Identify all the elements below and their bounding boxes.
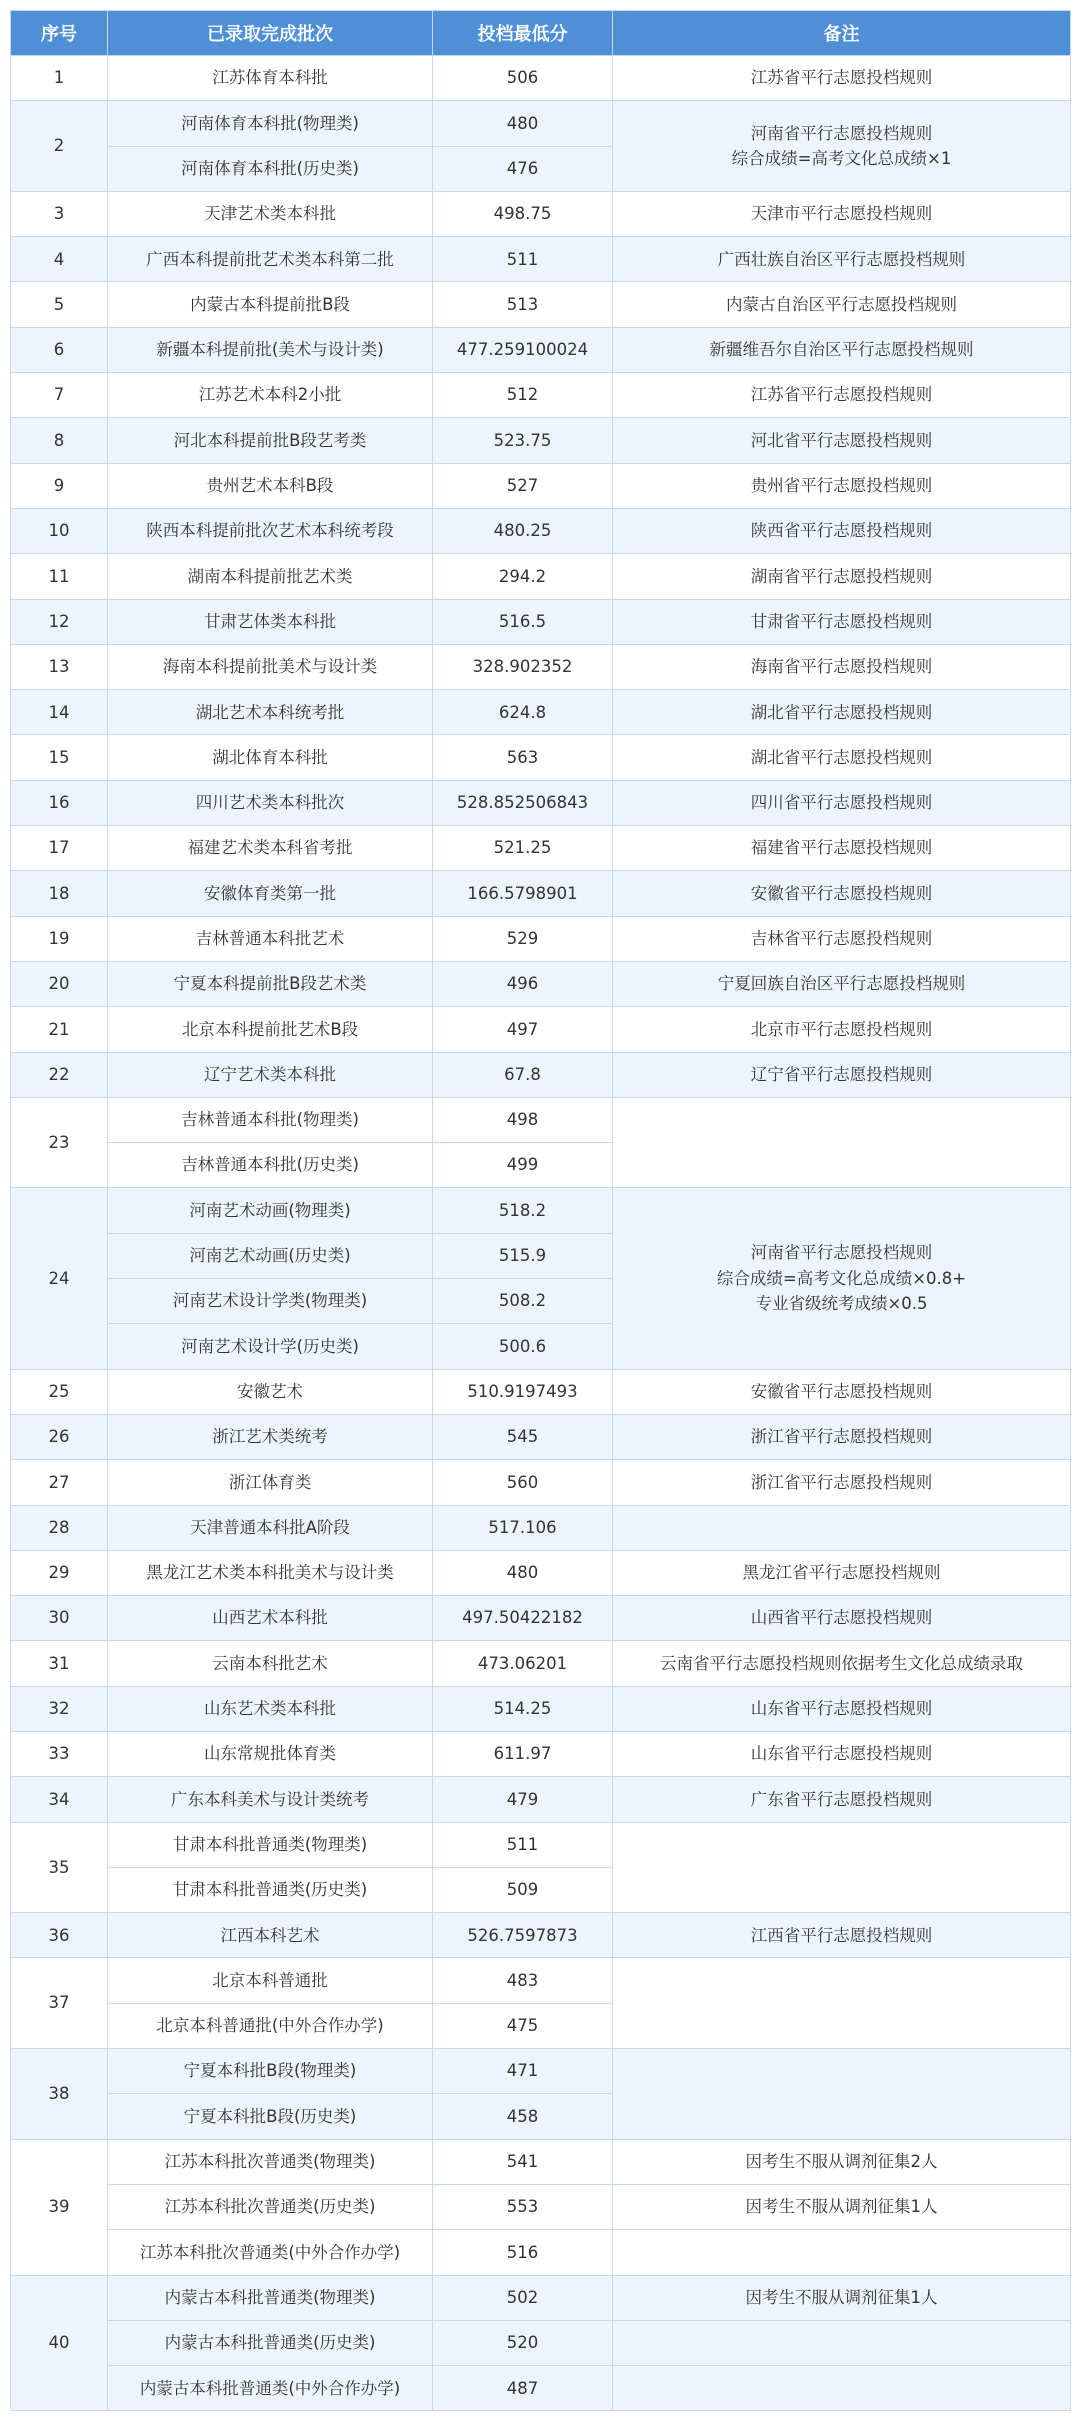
batch-name: 江苏本科批次普通类(历史类) bbox=[108, 2184, 433, 2229]
batch-name: 吉林普通本科批(物理类) bbox=[108, 1097, 433, 1142]
batch-name: 吉林普通本科批艺术 bbox=[108, 916, 433, 961]
admission-table-container bbox=[10, 10, 1070, 2411]
batch-name: 海南本科提前批美术与设计类 bbox=[108, 644, 433, 689]
row-index: 9 bbox=[11, 463, 108, 508]
row-index: 12 bbox=[11, 599, 108, 644]
min-score: 480 bbox=[433, 1550, 613, 1595]
batch-name: 云南本科批艺术 bbox=[108, 1641, 433, 1686]
remark bbox=[613, 1414, 1071, 1459]
batch-name: 湖北艺术本科统考批 bbox=[108, 690, 433, 735]
table-row bbox=[11, 508, 1071, 553]
batch-name: 广东本科美术与设计类统考 bbox=[108, 1777, 433, 1822]
remark-line: 福建省平行志愿投档规则 bbox=[750, 838, 933, 858]
row-index: 10 bbox=[11, 508, 108, 553]
remark-line: 新疆维吾尔自治区平行志愿投档规则 bbox=[709, 340, 974, 360]
remark bbox=[613, 1731, 1071, 1776]
min-score: 523.75 bbox=[433, 418, 613, 463]
row-index: 5 bbox=[11, 282, 108, 327]
row-index: 23 bbox=[11, 1097, 108, 1188]
remark bbox=[613, 1596, 1071, 1641]
min-score: 166.5798901 bbox=[433, 871, 613, 916]
batch-name: 陕西本科提前批次艺术本科统考段 bbox=[108, 508, 433, 553]
min-score: 502 bbox=[433, 2275, 613, 2320]
min-score: 518.2 bbox=[433, 1188, 613, 1233]
remark bbox=[613, 871, 1071, 916]
table-row bbox=[11, 871, 1071, 916]
table-row bbox=[11, 826, 1071, 871]
remark-line: 江苏省平行志愿投档规则 bbox=[750, 385, 933, 405]
row-index: 27 bbox=[11, 1460, 108, 1505]
min-score: 527 bbox=[433, 463, 613, 508]
remark-line: 综合成绩=高考文化总成绩×1 bbox=[731, 149, 952, 169]
remark bbox=[613, 735, 1071, 780]
remark bbox=[613, 644, 1071, 689]
remark bbox=[613, 418, 1071, 463]
remark bbox=[613, 191, 1071, 236]
remark bbox=[613, 373, 1071, 418]
remark bbox=[613, 1777, 1071, 1822]
table-row bbox=[11, 1414, 1071, 1459]
batch-name: 山西艺术本科批 bbox=[108, 1596, 433, 1641]
min-score: 479 bbox=[433, 1777, 613, 1822]
batch-name: 吉林普通本科批(历史类) bbox=[108, 1143, 433, 1188]
min-score: 67.8 bbox=[433, 1052, 613, 1097]
header-batch: 已录取完成批次 bbox=[108, 11, 433, 56]
table-row bbox=[11, 690, 1071, 735]
remark-line: 河北省平行志愿投档规则 bbox=[750, 430, 933, 450]
row-index: 35 bbox=[11, 1822, 108, 1913]
table-row bbox=[11, 2366, 1071, 2411]
batch-name: 贵州艺术本科B段 bbox=[108, 463, 433, 508]
table-row bbox=[11, 2139, 1071, 2184]
remark-line: 专业省级统考成绩×0.5 bbox=[755, 1294, 928, 1314]
batch-name: 黑龙江艺术类本科批美术与设计类 bbox=[108, 1550, 433, 1595]
row-index: 32 bbox=[11, 1686, 108, 1731]
row-index: 40 bbox=[11, 2275, 108, 2411]
header-remarks: 备注 bbox=[613, 11, 1071, 56]
remark bbox=[613, 961, 1071, 1006]
table-row bbox=[11, 101, 1071, 146]
table-row bbox=[11, 916, 1071, 961]
remark bbox=[613, 780, 1071, 825]
table-body bbox=[11, 56, 1071, 2411]
row-index: 34 bbox=[11, 1777, 108, 1822]
remark-line: 湖北省平行志愿投档规则 bbox=[750, 702, 933, 722]
header-min-score: 投档最低分 bbox=[433, 11, 613, 56]
batch-name: 河南体育本科批(物理类) bbox=[108, 101, 433, 146]
table-row bbox=[11, 56, 1071, 101]
min-score: 509 bbox=[433, 1867, 613, 1912]
table-row bbox=[11, 599, 1071, 644]
min-score: 515.9 bbox=[433, 1233, 613, 1278]
remark-line: 贵州省平行志愿投档规则 bbox=[750, 476, 933, 496]
row-index: 4 bbox=[11, 237, 108, 282]
batch-name: 北京本科普通批 bbox=[108, 1958, 433, 2003]
table-row bbox=[11, 463, 1071, 508]
batch-name: 河南体育本科批(历史类) bbox=[108, 146, 433, 191]
table-row bbox=[11, 1188, 1071, 1233]
row-index: 21 bbox=[11, 1007, 108, 1052]
remark-line: 辽宁省平行志愿投档规则 bbox=[750, 1064, 933, 1084]
row-index: 18 bbox=[11, 871, 108, 916]
min-score: 477.259100024 bbox=[433, 327, 613, 372]
min-score: 516.5 bbox=[433, 599, 613, 644]
min-score: 517.106 bbox=[433, 1505, 613, 1550]
table-row bbox=[11, 1460, 1071, 1505]
row-index: 2 bbox=[11, 101, 108, 192]
min-score: 512 bbox=[433, 373, 613, 418]
table-row bbox=[11, 2275, 1071, 2320]
min-score: 498.75 bbox=[433, 191, 613, 236]
remark-line: 河南省平行志愿投档规则 bbox=[750, 1243, 933, 1263]
min-score: 506 bbox=[433, 56, 613, 101]
row-index: 8 bbox=[11, 418, 108, 463]
remark-line: 安徽省平行志愿投档规则 bbox=[750, 1381, 933, 1401]
remark-line: 海南省平行志愿投档规则 bbox=[750, 657, 933, 677]
table-row bbox=[11, 1777, 1071, 1822]
batch-name: 河北本科提前批B段艺考类 bbox=[108, 418, 433, 463]
min-score: 528.852506843 bbox=[433, 780, 613, 825]
min-score: 471 bbox=[433, 2049, 613, 2094]
batch-name: 北京本科提前批艺术B段 bbox=[108, 1007, 433, 1052]
row-index: 28 bbox=[11, 1505, 108, 1550]
remark-line: 河南省平行志愿投档规则 bbox=[750, 123, 933, 143]
table-row bbox=[11, 1052, 1071, 1097]
min-score: 500.6 bbox=[433, 1324, 613, 1369]
remark-line: 安徽省平行志愿投档规则 bbox=[750, 883, 933, 903]
batch-name: 安徽体育类第一批 bbox=[108, 871, 433, 916]
min-score: 553 bbox=[433, 2184, 613, 2229]
batch-name: 河南艺术动画(物理类) bbox=[108, 1188, 433, 1233]
min-score: 526.7597873 bbox=[433, 1913, 613, 1958]
row-index: 25 bbox=[11, 1369, 108, 1414]
batch-name: 甘肃本科批普通类(历史类) bbox=[108, 1867, 433, 1912]
min-score: 520 bbox=[433, 2320, 613, 2365]
remark bbox=[613, 2366, 1071, 2411]
batch-name: 浙江体育类 bbox=[108, 1460, 433, 1505]
remark-line: 四川省平行志愿投档规则 bbox=[750, 793, 933, 813]
table-row bbox=[11, 644, 1071, 689]
row-index: 19 bbox=[11, 916, 108, 961]
row-index: 7 bbox=[11, 373, 108, 418]
batch-name: 宁夏本科批B段(历史类) bbox=[108, 2094, 433, 2139]
table-row bbox=[11, 237, 1071, 282]
remark-line: 黑龙江省平行志愿投档规则 bbox=[742, 1563, 941, 1583]
row-index: 38 bbox=[11, 2049, 108, 2140]
batch-name: 天津艺术类本科批 bbox=[108, 191, 433, 236]
remark bbox=[613, 1505, 1071, 1550]
min-score: 497.50422182 bbox=[433, 1596, 613, 1641]
remark bbox=[613, 1460, 1071, 1505]
table-row bbox=[11, 1958, 1071, 2003]
table-row bbox=[11, 2184, 1071, 2229]
batch-name: 江苏体育本科批 bbox=[108, 56, 433, 101]
remark bbox=[613, 1369, 1071, 1414]
remark-line: 内蒙古自治区平行志愿投档规则 bbox=[726, 294, 957, 314]
header-index: 序号 bbox=[11, 11, 108, 56]
row-index: 3 bbox=[11, 191, 108, 236]
remark bbox=[613, 282, 1071, 327]
table-header-row bbox=[11, 11, 1071, 56]
remark-line: 云南省平行志愿投档规则依据考生文化总成绩录取 bbox=[660, 1653, 1023, 1673]
remark bbox=[613, 554, 1071, 599]
min-score: 496 bbox=[433, 961, 613, 1006]
min-score: 508.2 bbox=[433, 1279, 613, 1324]
remark bbox=[613, 1097, 1071, 1188]
admission-score-table bbox=[10, 10, 1071, 2411]
batch-name: 广西本科提前批艺术类本科第二批 bbox=[108, 237, 433, 282]
batch-name: 山东常规批体育类 bbox=[108, 1731, 433, 1776]
min-score: 529 bbox=[433, 916, 613, 961]
table-row bbox=[11, 282, 1071, 327]
remark bbox=[613, 237, 1071, 282]
remark-line: 山东省平行志愿投档规则 bbox=[750, 1699, 933, 1719]
row-index: 30 bbox=[11, 1596, 108, 1641]
min-score: 510.9197493 bbox=[433, 1369, 613, 1414]
table-row bbox=[11, 1596, 1071, 1641]
remark bbox=[613, 599, 1071, 644]
row-index: 15 bbox=[11, 735, 108, 780]
min-score: 497 bbox=[433, 1007, 613, 1052]
table-row bbox=[11, 1369, 1071, 1414]
remark-line: 江西省平行志愿投档规则 bbox=[750, 1925, 933, 1945]
batch-name: 内蒙古本科批普通类(物理类) bbox=[108, 2275, 433, 2320]
row-index: 29 bbox=[11, 1550, 108, 1595]
min-score: 480.25 bbox=[433, 508, 613, 553]
min-score: 487 bbox=[433, 2366, 613, 2411]
batch-name: 内蒙古本科批普通类(历史类) bbox=[108, 2320, 433, 2365]
batch-name: 江西本科艺术 bbox=[108, 1913, 433, 1958]
row-index: 33 bbox=[11, 1731, 108, 1776]
remark-line: 浙江省平行志愿投档规则 bbox=[750, 1472, 933, 1492]
batch-name: 湖南本科提前批艺术类 bbox=[108, 554, 433, 599]
remark bbox=[613, 508, 1071, 553]
table-row bbox=[11, 1641, 1071, 1686]
row-index: 37 bbox=[11, 1958, 108, 2049]
min-score: 498 bbox=[433, 1097, 613, 1142]
table-row bbox=[11, 1913, 1071, 1958]
remark-line: 陕西省平行志愿投档规则 bbox=[750, 521, 933, 541]
min-score: 458 bbox=[433, 2094, 613, 2139]
remark-line: 天津市平行志愿投档规则 bbox=[750, 204, 933, 224]
table-row bbox=[11, 2230, 1071, 2275]
batch-name: 四川艺术类本科批次 bbox=[108, 780, 433, 825]
table-row bbox=[11, 191, 1071, 236]
remark-line: 湖北省平行志愿投档规则 bbox=[750, 747, 933, 767]
batch-name: 甘肃本科批普通类(物理类) bbox=[108, 1822, 433, 1867]
batch-name: 福建艺术类本科省考批 bbox=[108, 826, 433, 871]
min-score: 499 bbox=[433, 1143, 613, 1188]
row-index: 17 bbox=[11, 826, 108, 871]
table-row bbox=[11, 2320, 1071, 2365]
min-score: 513 bbox=[433, 282, 613, 327]
row-index: 36 bbox=[11, 1913, 108, 1958]
remark-line: 湖南省平行志愿投档规则 bbox=[750, 566, 933, 586]
min-score: 545 bbox=[433, 1414, 613, 1459]
batch-name: 江苏本科批次普通类(物理类) bbox=[108, 2139, 433, 2184]
remark-line: 广西壮族自治区平行志愿投档规则 bbox=[717, 249, 966, 269]
batch-name: 内蒙古本科批普通类(中外合作办学) bbox=[108, 2366, 433, 2411]
remark bbox=[613, 826, 1071, 871]
table-row bbox=[11, 1505, 1071, 1550]
min-score: 560 bbox=[433, 1460, 613, 1505]
min-score: 624.8 bbox=[433, 690, 613, 735]
batch-name: 河南艺术动画(历史类) bbox=[108, 1233, 433, 1278]
min-score: 476 bbox=[433, 146, 613, 191]
remark bbox=[613, 2320, 1071, 2365]
row-index: 20 bbox=[11, 961, 108, 1006]
remark bbox=[613, 1052, 1071, 1097]
batch-name: 北京本科普通批(中外合作办学) bbox=[108, 2003, 433, 2048]
min-score: 511 bbox=[433, 237, 613, 282]
row-index: 11 bbox=[11, 554, 108, 599]
row-index: 31 bbox=[11, 1641, 108, 1686]
remark-line: 山东省平行志愿投档规则 bbox=[750, 1744, 933, 1764]
table-row bbox=[11, 1822, 1071, 1867]
batch-name: 安徽艺术 bbox=[108, 1369, 433, 1414]
remark bbox=[613, 1007, 1071, 1052]
table-row bbox=[11, 961, 1071, 1006]
row-index: 1 bbox=[11, 56, 108, 101]
remark-line: 浙江省平行志愿投档规则 bbox=[750, 1427, 933, 1447]
batch-name: 湖北体育本科批 bbox=[108, 735, 433, 780]
min-score: 475 bbox=[433, 2003, 613, 2048]
remark bbox=[613, 101, 1071, 192]
row-index: 14 bbox=[11, 690, 108, 735]
batch-name: 辽宁艺术类本科批 bbox=[108, 1052, 433, 1097]
table-row bbox=[11, 1550, 1071, 1595]
remark-line: 广东省平行志愿投档规则 bbox=[750, 1789, 933, 1809]
batch-name: 宁夏本科批B段(物理类) bbox=[108, 2049, 433, 2094]
remark bbox=[613, 463, 1071, 508]
row-index: 16 bbox=[11, 780, 108, 825]
remark: 因考生不服从调剂征集1人 bbox=[613, 2275, 1071, 2320]
row-index: 26 bbox=[11, 1414, 108, 1459]
min-score: 611.97 bbox=[433, 1731, 613, 1776]
row-index: 24 bbox=[11, 1188, 108, 1369]
remark-line: 甘肃省平行志愿投档规则 bbox=[750, 611, 933, 631]
table-row bbox=[11, 1731, 1071, 1776]
remark bbox=[613, 56, 1071, 101]
remark bbox=[613, 1550, 1071, 1595]
remark bbox=[613, 2049, 1071, 2140]
batch-name: 浙江艺术类统考 bbox=[108, 1414, 433, 1459]
min-score: 511 bbox=[433, 1822, 613, 1867]
min-score: 483 bbox=[433, 1958, 613, 2003]
remark-line: 综合成绩=高考文化总成绩×0.8+ bbox=[716, 1268, 967, 1288]
table-row bbox=[11, 2049, 1071, 2094]
min-score: 480 bbox=[433, 101, 613, 146]
table-row bbox=[11, 1007, 1071, 1052]
min-score: 473.06201 bbox=[433, 1641, 613, 1686]
row-index: 6 bbox=[11, 327, 108, 372]
remark bbox=[613, 1822, 1071, 1913]
table-row bbox=[11, 1686, 1071, 1731]
batch-name: 江苏本科批次普通类(中外合作办学) bbox=[108, 2230, 433, 2275]
remark-line: 吉林省平行志愿投档规则 bbox=[750, 929, 933, 948]
table-row bbox=[11, 735, 1071, 780]
min-score: 516 bbox=[433, 2230, 613, 2275]
batch-name: 河南艺术设计学类(物理类) bbox=[108, 1279, 433, 1324]
table-row bbox=[11, 418, 1071, 463]
remark-line: 山西省平行志愿投档规则 bbox=[750, 1608, 933, 1628]
table-row bbox=[11, 780, 1071, 825]
remark bbox=[613, 1913, 1071, 1958]
row-index: 13 bbox=[11, 644, 108, 689]
remark bbox=[613, 1188, 1071, 1369]
batch-name: 甘肃艺体类本科批 bbox=[108, 599, 433, 644]
remark bbox=[613, 1958, 1071, 2049]
batch-name: 江苏艺术本科2小批 bbox=[108, 373, 433, 418]
remark bbox=[613, 327, 1071, 372]
batch-name: 河南艺术设计学(历史类) bbox=[108, 1324, 433, 1369]
min-score: 563 bbox=[433, 735, 613, 780]
table-row bbox=[11, 327, 1071, 372]
remark bbox=[613, 1686, 1071, 1731]
batch-name: 天津普通本科批A阶段 bbox=[108, 1505, 433, 1550]
min-score: 541 bbox=[433, 2139, 613, 2184]
remark-line: 宁夏回族自治区平行志愿投档规则 bbox=[717, 974, 966, 994]
batch-name: 新疆本科提前批(美术与设计类) bbox=[108, 327, 433, 372]
table-row bbox=[11, 1097, 1071, 1142]
row-index: 39 bbox=[11, 2139, 108, 2275]
remark: 因考生不服从调剂征集1人 bbox=[613, 2184, 1071, 2229]
remark bbox=[613, 1641, 1071, 1686]
remark bbox=[613, 2230, 1071, 2275]
min-score: 294.2 bbox=[433, 554, 613, 599]
min-score: 521.25 bbox=[433, 826, 613, 871]
remark-line: 江苏省平行志愿投档规则 bbox=[750, 68, 933, 88]
remark: 因考生不服从调剂征集2人 bbox=[613, 2139, 1071, 2184]
table-row bbox=[11, 554, 1071, 599]
batch-name: 宁夏本科提前批B段艺术类 bbox=[108, 961, 433, 1006]
table-row bbox=[11, 373, 1071, 418]
min-score: 328.902352 bbox=[433, 644, 613, 689]
row-index: 22 bbox=[11, 1052, 108, 1097]
batch-name: 山东艺术类本科批 bbox=[108, 1686, 433, 1731]
remark bbox=[613, 916, 1071, 961]
batch-name: 内蒙古本科提前批B段 bbox=[108, 282, 433, 327]
remark-line: 北京市平行志愿投档规则 bbox=[750, 1019, 933, 1039]
min-score: 514.25 bbox=[433, 1686, 613, 1731]
remark bbox=[613, 690, 1071, 735]
